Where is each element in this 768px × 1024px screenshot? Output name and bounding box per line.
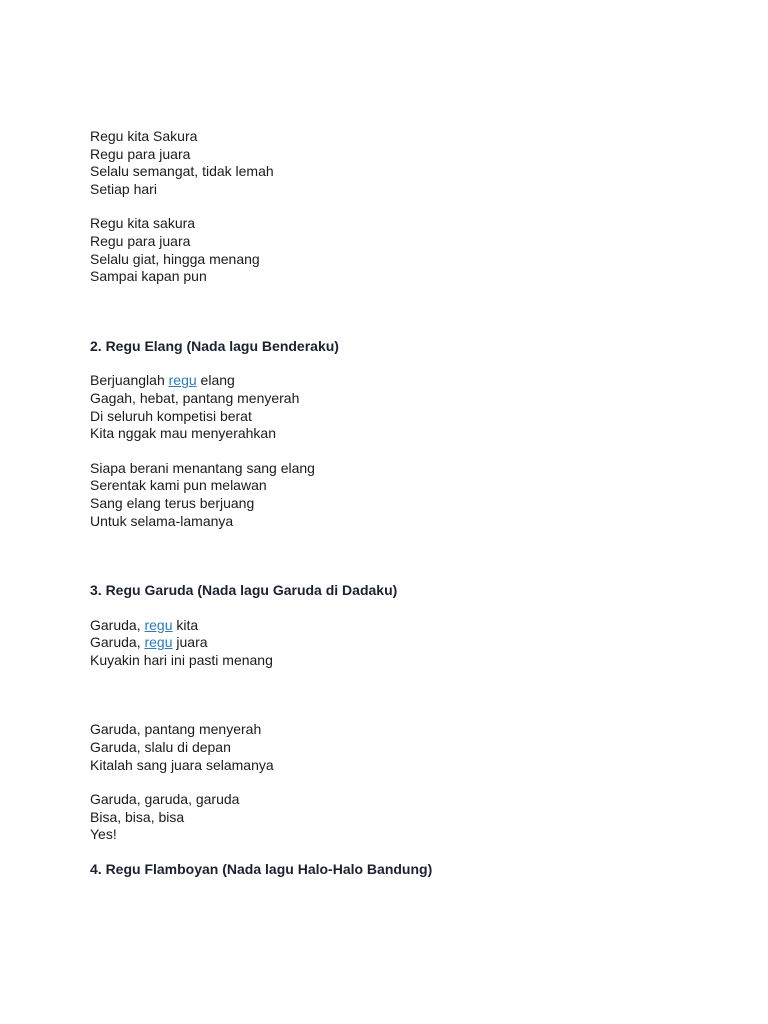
stanza-spacer [90,443,730,460]
section-heading-garuda: 3. Regu Garuda (Nada lagu Garuda di Dadaku) [90,582,398,599]
section-heading-elang: 2. Regu Elang (Nada lagu Benderaku) [90,337,339,354]
lyric-line: Bisa, bisa, bisa [90,808,185,825]
stanza-sakura-2 [90,215,730,285]
lyric-line: Regu para juara [90,145,191,162]
stanza-garuda-2 [90,721,730,774]
regu-link[interactable]: regu [168,372,197,389]
section-heading-flamboyan: 4. Regu Flamboyan (Nada lagu Halo-Halo Bandung) [90,861,433,878]
lyric-text: Garuda, [90,616,145,633]
lyric-line: Kuyakin hari ini pasti menang [90,651,273,668]
stanza-spacer [90,600,730,617]
lyric-text: juara [172,634,208,651]
section-spacer [90,530,730,582]
regu-link[interactable]: regu [144,616,173,633]
lyric-line: Regu para juara [90,232,191,249]
lyric-line: Garuda, pantang menyerah [90,721,262,738]
lyric-line: Di seluruh kompetisi berat [90,407,252,424]
lyric-line: Untuk selama-lamanya [90,512,234,529]
stanza-spacer [90,355,730,372]
lyric-text: kita [172,616,199,633]
lyric-line: Regu kita sakura [90,215,196,232]
lyric-line: Yes! [90,826,117,843]
lyric-line: Garuda, slalu di depan [90,739,231,756]
lyric-line [90,372,730,390]
stanza-garuda-3 [90,791,730,844]
stanza-spacer [90,198,730,215]
lyric-line: Kita nggak mau menyerahkan [90,425,276,442]
lyric-line: Gagah, hebat, pantang menyerah [90,389,300,406]
lyric-line [90,617,730,635]
stanza-elang-1 [90,372,730,442]
stanza-garuda-1 [90,617,730,670]
document-page [90,128,730,879]
regu-link[interactable]: regu [144,634,173,651]
stanza-spacer [90,669,730,721]
lyric-line: Kitalah sang juara selamanya [90,756,274,773]
section-spacer [90,286,730,338]
lyric-line: Garuda, garuda, garuda [90,791,240,808]
lyric-line: Selalu giat, hingga menang [90,250,260,267]
lyric-line: Selalu semangat, tidak lemah [90,163,274,180]
stanza-spacer [90,774,730,791]
lyric-line: Sang elang terus berjuang [90,494,255,511]
lyric-line: Serentak kami pun melawan [90,477,267,494]
stanza-elang-2 [90,460,730,530]
lyric-line: Siapa berani menantang sang elang [90,459,315,476]
lyric-text: Berjuanglah [90,372,169,389]
lyric-line: Setiap hari [90,180,157,197]
stanza-spacer [90,844,730,861]
lyric-line: Sampai kapan pun [90,268,207,285]
lyric-text: Garuda, [90,634,145,651]
lyric-text: elang [196,372,235,389]
lyric-line [90,634,730,652]
lyric-line: Regu kita Sakura [90,128,198,144]
stanza-sakura-1 [90,128,730,198]
